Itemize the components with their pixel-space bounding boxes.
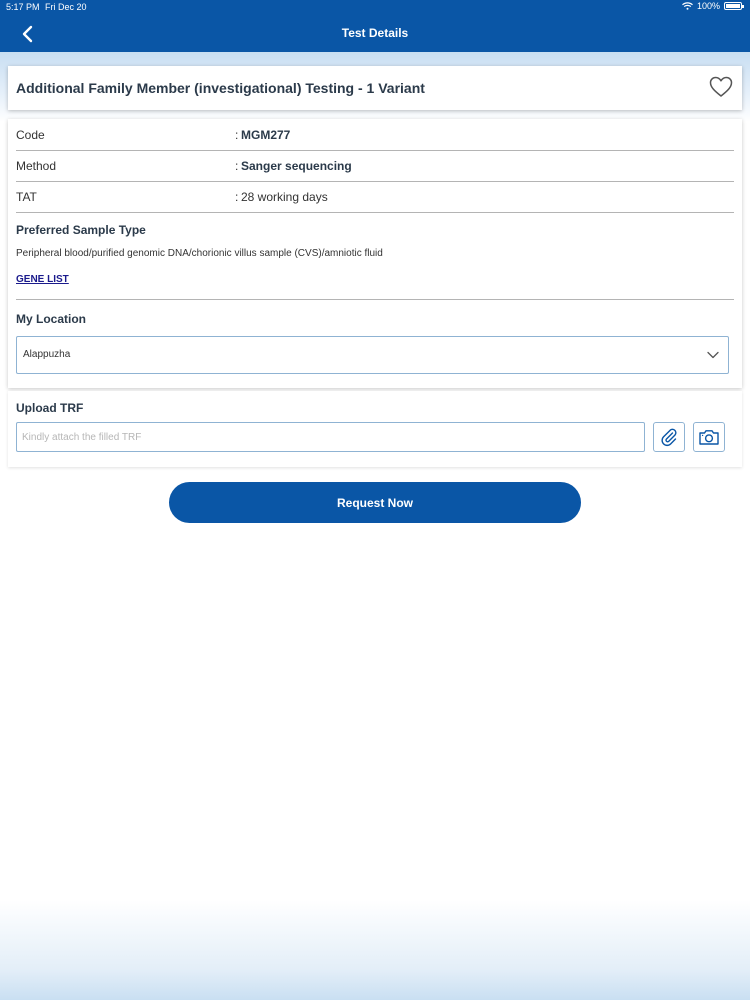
divider bbox=[16, 299, 734, 300]
detail-row-tat bbox=[16, 181, 734, 213]
status-time: 5:17 PM bbox=[6, 2, 40, 12]
test-method: Sanger sequencing bbox=[241, 159, 352, 173]
favorite-button[interactable] bbox=[708, 74, 734, 100]
app-header bbox=[0, 0, 750, 52]
gene-list-link[interactable]: GENE LIST bbox=[16, 274, 69, 285]
wifi-icon bbox=[682, 2, 693, 10]
battery-icon bbox=[724, 2, 742, 10]
request-now-button[interactable]: Request Now bbox=[169, 482, 581, 523]
status-right bbox=[682, 1, 742, 11]
test-details-card bbox=[8, 119, 742, 388]
page-title: Test Details bbox=[341, 26, 409, 40]
status-bar bbox=[0, 0, 750, 15]
detail-separator: : bbox=[235, 128, 239, 142]
detail-row-method bbox=[16, 150, 734, 182]
chevron-down-icon bbox=[706, 349, 720, 361]
test-tat: 28 working days bbox=[241, 190, 328, 204]
detail-row-code bbox=[16, 119, 734, 151]
trf-file-input[interactable] bbox=[16, 422, 645, 452]
upload-trf-card bbox=[8, 391, 742, 467]
sample-type-text: Peripheral blood/purified genomic DNA/chorionic villus sample (CVS)/amniotic fluid bbox=[16, 248, 383, 259]
location-selected-value: Alappuzha bbox=[23, 349, 71, 360]
detail-label: Code bbox=[16, 128, 45, 142]
detail-label: Method bbox=[16, 159, 57, 173]
sample-type-heading: Preferred Sample Type bbox=[16, 223, 146, 237]
detail-separator: : bbox=[235, 159, 239, 173]
camera-icon bbox=[698, 428, 720, 446]
heart-icon bbox=[708, 74, 734, 100]
detail-label: TAT bbox=[16, 190, 37, 204]
attach-button[interactable] bbox=[653, 422, 685, 452]
location-select[interactable] bbox=[16, 336, 729, 374]
detail-separator: : bbox=[235, 190, 239, 204]
battery-percent: 100% bbox=[696, 1, 720, 11]
camera-button[interactable] bbox=[693, 422, 725, 452]
paperclip-icon bbox=[659, 427, 679, 447]
location-heading: My Location bbox=[16, 312, 87, 326]
test-code: MGM277 bbox=[241, 128, 291, 142]
upload-heading: Upload TRF bbox=[16, 401, 84, 415]
test-title-card bbox=[8, 66, 742, 110]
status-date: Fri Dec 20 bbox=[45, 2, 87, 12]
test-title: Additional Family Member (investigational) Testing - 1 Variant bbox=[16, 80, 425, 96]
